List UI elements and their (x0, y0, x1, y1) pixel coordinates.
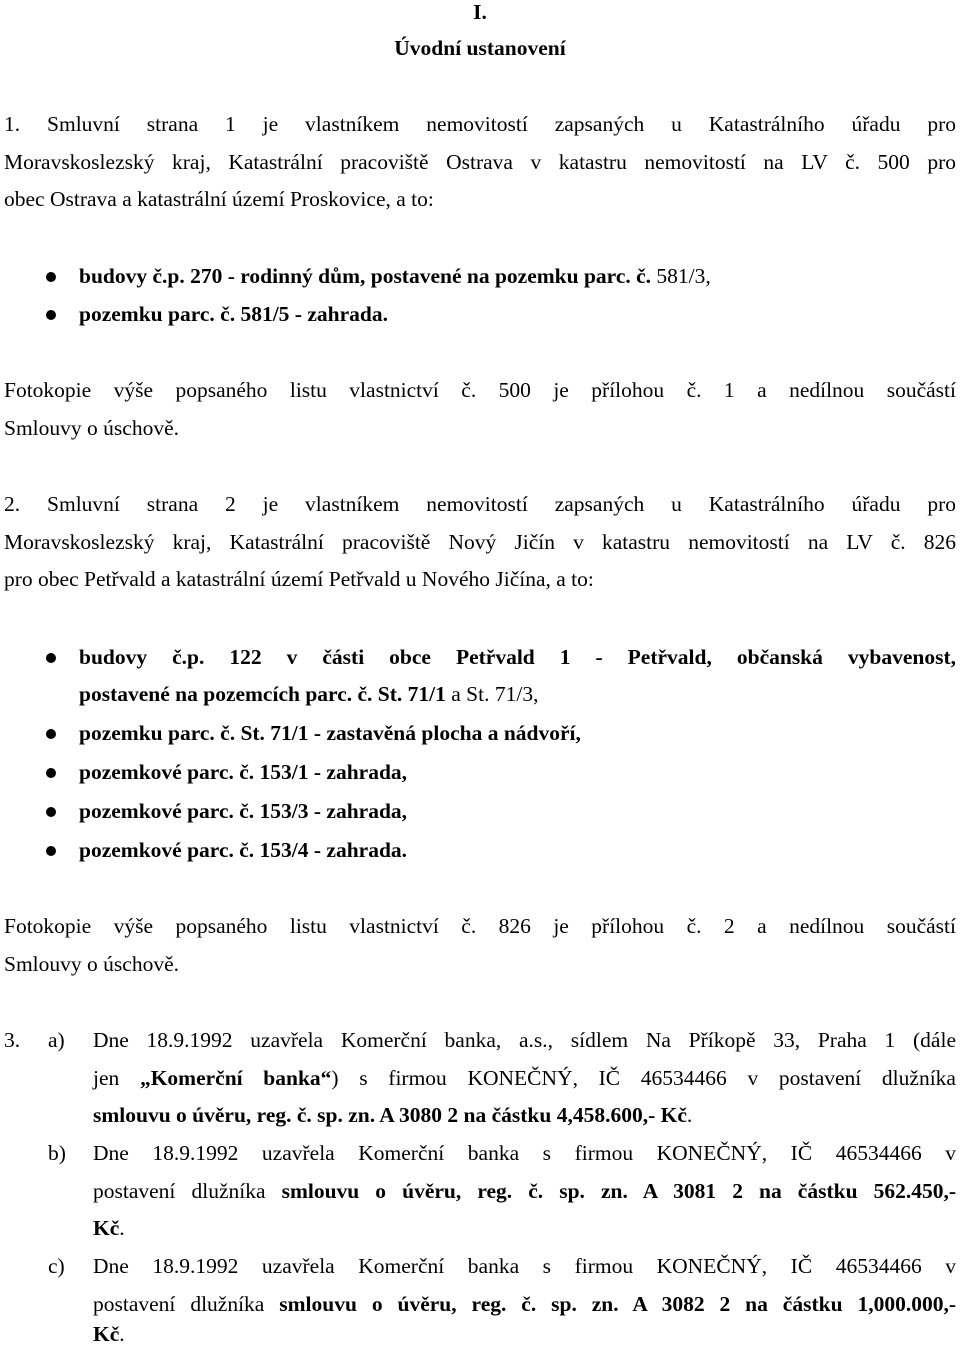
bullet-icon (46, 807, 56, 817)
item-a-line-3: smlouvu o úvěru, reg. č. sp. zn. A 3080 2 na částku 4,458.600,- Kč. (93, 1103, 693, 1127)
section1-line-2: Moravskoslezský kraj, Katastrální pracoviště Ostrava v katastru nemovitostí na LV č. 500 pro (4, 150, 956, 174)
bullet-icon (46, 653, 56, 663)
bullet-icon (46, 272, 56, 282)
section2-line-1: 2. Smluvní strana 2 je vlastníkem nemovitostí zapsaných u Katastrálního úřadu pro (4, 492, 956, 516)
item-b-line-2: postavení dlužníka smlouvu o úvěru, reg. č. sp. zn. A 3081 2 na částku 562.450,- (93, 1179, 957, 1203)
section1-line-3: obec Ostrava a katastrální území Proskovice, a to: (4, 187, 434, 211)
section1-bullet-2: pozemku parc. č. 581/5 - zahrada. (79, 302, 388, 326)
section2-line-2: Moravskoslezský kraj, Katastrální pracoviště Nový Jičín v katastru nemovitostí na LV č. 826 (4, 530, 956, 554)
item-a-line-2: jen „Komerční banka“) s firmou KONEČNÝ, IČ 46534466 v postavení dlužníka (93, 1066, 956, 1090)
item-b-label: b) (48, 1141, 66, 1165)
section2-line-3: pro obec Petřvald a katastrální území Petřvald u Nového Jičína, a to: (4, 567, 594, 591)
item-b-line-3: Kč. (93, 1216, 125, 1240)
section1-line-1: 1. Smluvní strana 1 je vlastníkem nemovitostí zapsaných u Katastrálního úřadu pro (4, 112, 956, 136)
bullet-icon (46, 729, 56, 739)
item-c-line-1: Dne 18.9.1992 uzavřela Komerční banka s firmou KONEČNÝ, IČ 46534466 v (93, 1254, 956, 1278)
bullet-icon (46, 846, 56, 856)
section1-note-line-2: Smlouvy o úschově. (4, 416, 179, 440)
section2-note-line-1: Fotokopie výše popsaného listu vlastnictví č. 826 je přílohou č. 2 a nedílnou součástí (4, 914, 956, 938)
item-c-label: c) (48, 1254, 65, 1278)
item-c-line-2: postavení dlužníka smlouvu o úvěru, reg. č. sp. zn. A 3082 2 na částku 1,000.000,- (93, 1292, 956, 1316)
section3-number: 3. (4, 1028, 21, 1052)
section2-bullet-3: pozemkové parc. č. 153/1 - zahrada, (79, 760, 408, 784)
section2-note-line-2: Smlouvy o úschově. (4, 952, 179, 976)
bullet-icon (46, 310, 56, 320)
article-title: Úvodní ustanovení (394, 36, 566, 60)
section1-note-line-1: Fotokopie výše popsaného listu vlastnictví č. 500 je přílohou č. 1 a nedílnou součástí (4, 378, 956, 402)
section2-bullet-2: pozemku parc. č. St. 71/1 - zastavěná plocha a nádvoří, (79, 721, 581, 745)
section2-bullet-5: pozemkové parc. č. 153/4 - zahrada. (79, 838, 408, 862)
section2-bullet-4: pozemkové parc. č. 153/3 - zahrada, (79, 799, 408, 823)
section2-bullet-1-line-1: budovy č.p. 122 v části obce Petřvald 1 - Petřvald, občanská vybavenost, (79, 645, 956, 669)
item-a-line-1: Dne 18.9.1992 uzavřela Komerční banka, a.s., sídlem Na Příkopě 33, Praha 1 (dále (93, 1028, 956, 1052)
item-b-line-1: Dne 18.9.1992 uzavřela Komerční banka s firmou KONEČNÝ, IČ 46534466 v (93, 1141, 956, 1165)
item-a-label: a) (48, 1028, 65, 1052)
bullet-icon (46, 768, 56, 778)
section2-bullet-1-line-2: postavené na pozemcích parc. č. St. 71/1 a St. 71/3, (79, 682, 539, 706)
section1-bullet-1: budovy č.p. 270 - rodinný dům, postavené na pozemku parc. č. 581/3, (79, 264, 711, 288)
article-number: I. (473, 0, 487, 24)
item-c-line-3: Kč. (93, 1322, 125, 1346)
